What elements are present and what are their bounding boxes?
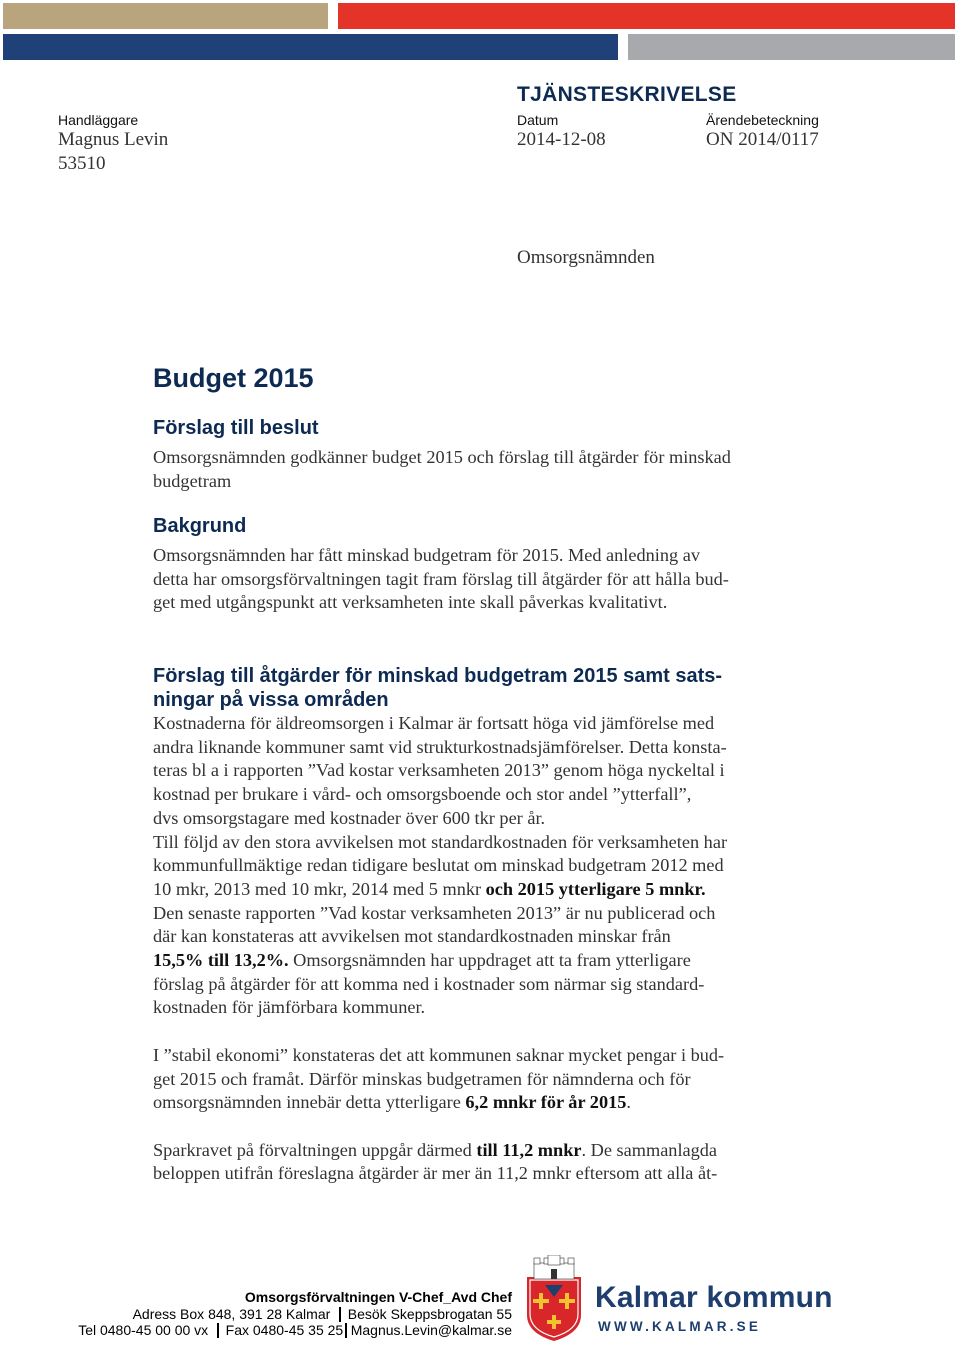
text-line: förslag på åtgärder för att komma ned i kostnader som närmar sig standard- xyxy=(153,973,705,994)
section-body-atgarder xyxy=(153,712,813,1186)
arende-value: ON 2014/0117 xyxy=(706,129,819,150)
text-line: kostnaden för jämförbara kommuner. xyxy=(153,997,426,1018)
top-bar-navy xyxy=(3,34,618,60)
text-line: I ”stabil ekonomi” konstateras det att kommunen saknar mycket pengar i bud- xyxy=(153,1044,725,1065)
logo-url: WWW.KALMAR.SE xyxy=(598,1319,762,1334)
text-run: Sparkravet på förvaltningen uppgår därmed xyxy=(153,1139,477,1160)
text-line: budgetram xyxy=(153,470,232,491)
paragraph-kostnader xyxy=(153,712,813,831)
text-line xyxy=(153,1091,813,1115)
text-run-bold: till 11,2 mnkr xyxy=(476,1139,582,1160)
heading-line: Förslag till åtgärder för minskad budgetram 2015 samt sats- xyxy=(153,665,723,687)
text-line: där kan konstateras att avvikelsen mot standardkostnaden minskar från xyxy=(153,926,671,947)
footer-visit: Besök Skeppsbrogatan 55 xyxy=(347,1305,512,1322)
section-heading-atgarder xyxy=(153,664,722,712)
text-run-bold: 15,5% till 13,2%. xyxy=(153,950,289,971)
footer-department: Omsorgsförvaltningen V-Chef_Avd Chef xyxy=(244,1289,512,1305)
text-line: dvs omsorgstagare med kostnader över 600 tkr per år. xyxy=(153,807,546,828)
handlaggare-label: Handläggare xyxy=(58,112,139,128)
footer-address: Adress Box 848, 391 28 Kalmar xyxy=(132,1305,331,1322)
heading-line: ningar på vissa områden xyxy=(153,689,389,711)
text-line xyxy=(153,878,813,902)
top-bar-red xyxy=(338,3,955,29)
text-line: Till följd av den stora avvikelsen mot standardkostnaden för verksamheten har xyxy=(153,831,728,852)
text-line: Omsorgsnämnden har fått minskad budgetram för 2015. Med anledning av xyxy=(153,545,700,565)
recipient: Omsorgsnämnden xyxy=(517,247,655,268)
text-run-bold: och 2015 ytterligare 5 mnkr. xyxy=(485,878,706,899)
section-heading-forslag-beslut: Förslag till beslut xyxy=(153,417,319,439)
footer-contact xyxy=(78,1289,512,1339)
footer-address-line xyxy=(78,1306,512,1323)
text-line: kommunfullmäktige redan tidigare beslutat om minskad budgetram 2012 med xyxy=(153,855,724,876)
text-line: beloppen utifrån föreslagna åtgärder är mer än 11,2 mnkr eftersom att alla åt- xyxy=(153,1163,718,1184)
datum-label: Datum xyxy=(517,112,559,128)
footer-email: Magnus.Levin@kalmar.se xyxy=(350,1322,512,1338)
arende-label: Ärendebeteckning xyxy=(706,112,819,128)
footer-fax: Fax 0480-45 35 25 xyxy=(225,1322,344,1338)
section-body-bakgrund xyxy=(153,544,813,615)
divider xyxy=(217,1323,219,1338)
section-heading-bakgrund: Bakgrund xyxy=(153,515,247,537)
text-run-bold: 6,2 mnkr för år 2015 xyxy=(465,1092,627,1113)
text-line xyxy=(153,949,813,973)
logo-name: Kalmar kommun xyxy=(595,1281,833,1314)
paragraph-avvikelse xyxy=(153,831,813,1021)
section-body-forslag-beslut xyxy=(153,446,813,493)
text-line: get med utgångspunkt att verksamheten inte skall påverkas kvalitativt. xyxy=(153,592,668,613)
text-run: . De sammanlagda xyxy=(581,1139,718,1160)
text-line xyxy=(153,1139,813,1163)
handlaggare-number: 53510 xyxy=(58,153,106,174)
divider xyxy=(345,1323,347,1338)
text-line: Den senaste rapporten ”Vad kostar verksamheten 2013” är nu publicerad och xyxy=(153,902,716,923)
handlaggare-name: Magnus Levin xyxy=(58,129,169,150)
datum-value: 2014-12-08 xyxy=(517,129,606,150)
divider xyxy=(339,1307,341,1322)
text-line: kostnad per brukare i vård- och omsorgsboende och stor andel ”ytterfall”, xyxy=(153,784,692,805)
text-line: Omsorgsnämnden godkänner budget 2015 och förslag till åtgärder för minskad xyxy=(153,447,731,467)
page-title: Budget 2015 xyxy=(153,363,314,393)
footer-phone-line xyxy=(78,1322,512,1339)
top-bar-tan xyxy=(3,3,328,29)
text-run: . xyxy=(626,1092,631,1113)
text-line: detta har omsorgsförvaltningen tagit fram förslag till åtgärder för att hålla bud- xyxy=(153,568,729,589)
text-run: Omsorgsnämnden har uppdraget att ta fram ytterligare xyxy=(288,950,691,971)
paragraph-stabil-ekonomi xyxy=(153,1044,813,1115)
paragraph-sparkrav xyxy=(153,1139,813,1186)
document-type: TJÄNSTESKRIVELSE xyxy=(517,83,737,106)
top-bar-gray xyxy=(628,34,955,60)
text-run: 10 mkr, 2013 med 10 mkr, 2014 med 5 mnkr xyxy=(153,878,486,899)
text-line: Kostnaderna för äldreomsorgen i Kalmar är fortsatt höga vid jämförelse med xyxy=(153,713,715,733)
footer-tel: Tel 0480-45 00 00 vx xyxy=(78,1322,209,1338)
text-line: andra liknande kommuner samt vid strukturkostnadsjämförelser. Detta konsta- xyxy=(153,736,727,757)
text-line: get 2015 och framåt. Därför minskas budgetramen för nämnderna och för xyxy=(153,1068,691,1089)
text-run: omsorgsnämnden innebär detta ytterligare xyxy=(153,1092,466,1113)
kalmar-coat-of-arms-icon xyxy=(525,1255,583,1341)
text-line: teras bl a i rapporten ”Vad kostar verksamheten 2013” genom höga nyckeltal i xyxy=(153,760,725,781)
